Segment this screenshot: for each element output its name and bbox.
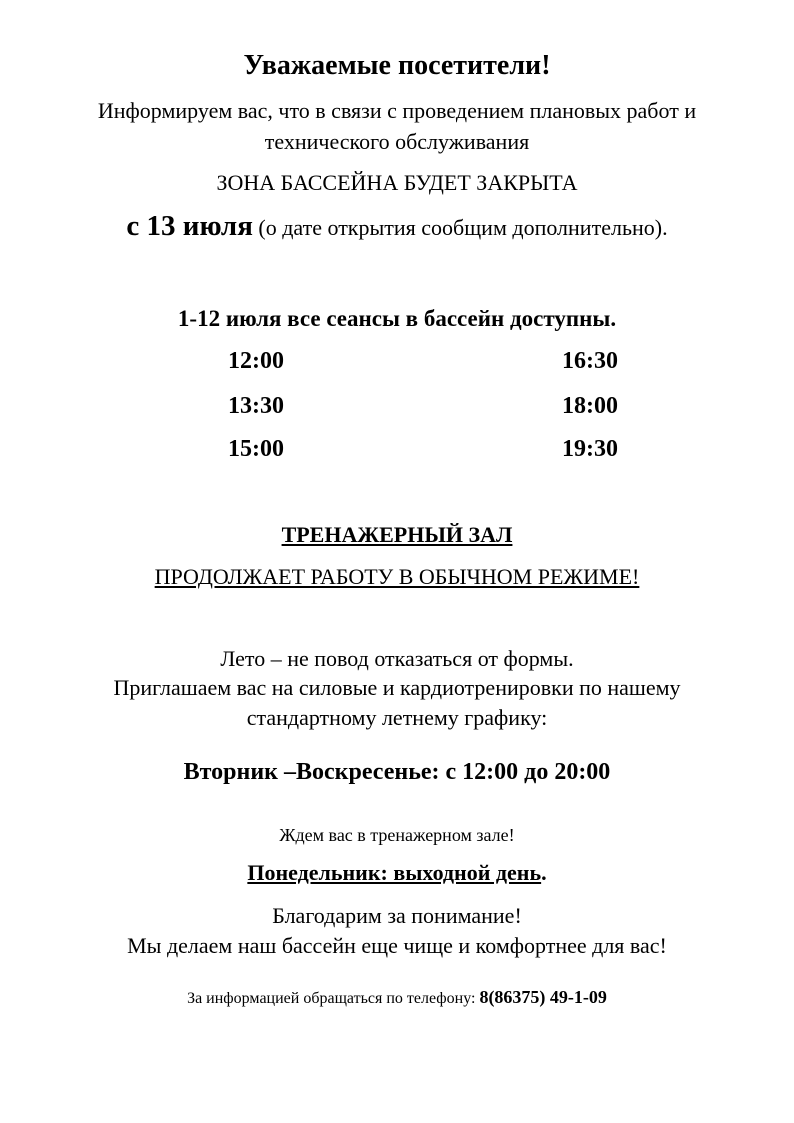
- gym-schedule: Вторник –Воскресенье: с 12:00 до 20:00: [183, 759, 611, 785]
- gym-status: ПРОДОЛЖАЕТ РАБОТУ В ОБЫЧНОМ РЕЖИМЕ!: [154, 564, 640, 589]
- session-time: 16:30: [562, 348, 618, 374]
- session-time: 13:30: [228, 393, 284, 419]
- session-time: 19:30: [562, 436, 618, 462]
- monday-period: .: [541, 860, 547, 885]
- summer-text-line-3: стандартному летнему графику:: [246, 705, 548, 730]
- session-time: 15:00: [228, 436, 284, 462]
- inform-text-line-1: Информируем вас, что в связи с проведением плановых работ и: [97, 98, 697, 123]
- monday-closed-text: Понедельник: выходной день: [247, 860, 542, 885]
- pool-closed-notice: ЗОНА БАССЕЙНА БУДЕТ ЗАКРЫТА: [216, 170, 578, 195]
- session-time: 12:00: [228, 348, 284, 374]
- thanks-line-1: Благодарим за понимание!: [272, 903, 522, 928]
- summer-text-line-2: Приглашаем вас на силовые и кардиотренировки по нашему: [113, 675, 681, 700]
- closing-date-line: [0, 210, 794, 243]
- thanks-line-2: Мы делаем наш бассейн еще чище и комфортнее для вас!: [127, 933, 667, 958]
- monday-closed: [0, 860, 794, 886]
- gym-invite: Ждем вас в тренажерном зале!: [279, 825, 515, 845]
- phone-number: 8(86375) 49-1-09: [479, 987, 607, 1007]
- summer-text-line-1: Лето – не повод отказаться от формы.: [220, 646, 574, 671]
- notice-title: Уважаемые посетители!: [243, 50, 551, 81]
- closing-note: (о дате открытия сообщим дополнительно).: [252, 215, 668, 240]
- contact-line: [0, 987, 794, 1008]
- closing-date: с 13 июля: [126, 210, 253, 242]
- sessions-heading: 1-12 июля все сеансы в бассейн доступны.: [177, 306, 617, 331]
- inform-text-line-2: технического обслуживания: [264, 129, 530, 154]
- session-time: 18:00: [562, 393, 618, 419]
- gym-heading: ТРЕНАЖЕРНЫЙ ЗАЛ: [281, 522, 513, 547]
- contact-label: За информацией обращаться по телефону:: [187, 990, 480, 1007]
